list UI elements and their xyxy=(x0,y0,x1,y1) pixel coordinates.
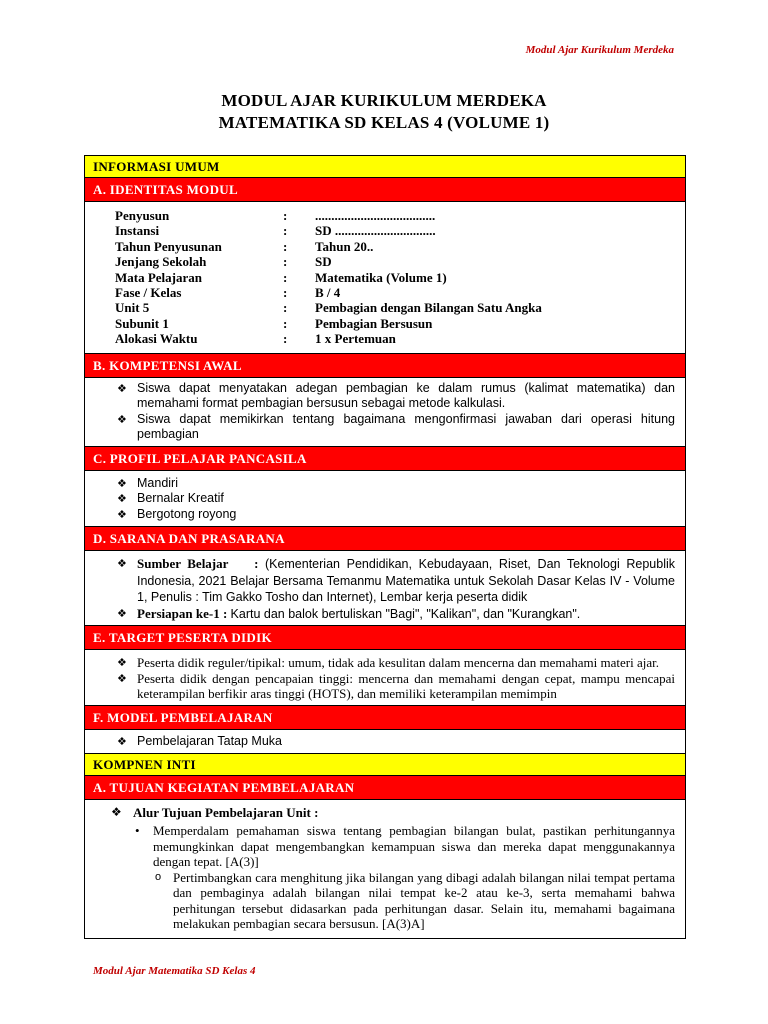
identitas-value: ..................................... xyxy=(315,208,436,223)
identitas-value: Matematika (Volume 1) xyxy=(315,269,447,285)
identitas-label: Unit 5 xyxy=(115,300,150,316)
identitas-value: 1 x Pertemuan xyxy=(315,331,396,347)
identitas-label: Jenjang Sekolah xyxy=(115,254,207,270)
target-body xyxy=(85,650,685,706)
identitas-colon: : xyxy=(283,208,288,223)
kompetensi-list xyxy=(85,378,685,446)
identitas-colon: : xyxy=(283,331,288,347)
identitas-label: Subunit 1 xyxy=(115,315,169,331)
list-item: ❖ Pembelajaran Tatap Muka xyxy=(117,734,675,750)
sarana-body xyxy=(85,551,685,626)
persiapan-text: Kartu dan balok bertuliskan "Bagi", "Kalikan", dan "Kurangkan". xyxy=(230,606,581,621)
list-item: ❖ Siswa dapat memikirkan tentang bagaimana mengonfirmasi jawaban dari operasi hitung pembagian xyxy=(117,412,675,443)
persiapan-label: Persiapan ke-1 : xyxy=(137,605,228,621)
identitas-label: Instansi xyxy=(115,223,160,239)
section-profil-heading: C. PROFIL PELAJAR PANCASILA xyxy=(85,447,685,471)
section-informasi-umum: INFORMASI UMUM xyxy=(85,156,685,178)
identitas-colon: : xyxy=(283,284,288,300)
sumber-belajar-label: Sumber Belajar xyxy=(137,556,229,572)
identitas-value: Pembagian Bersusun xyxy=(315,315,433,331)
title-line-2: MATEMATIKA SD KELAS 4 (VOLUME 1) xyxy=(218,113,550,132)
identitas-label: Tahun Penyusunan xyxy=(115,238,222,254)
section-sarana-heading: D. SARANA DAN PRASARANA xyxy=(85,527,685,551)
identitas-body xyxy=(85,202,685,354)
identitas-colon: : xyxy=(283,269,288,285)
sumber-belajar-colon: : xyxy=(254,556,259,572)
identitas-row xyxy=(115,316,685,331)
list-item: ❖ Bernalar Kreatif xyxy=(117,491,675,507)
identitas-row xyxy=(115,270,685,285)
list-item: ❖ Bergotong royong xyxy=(117,507,675,523)
identitas-colon: : xyxy=(283,300,288,316)
list-item xyxy=(117,606,675,623)
identitas-colon: : xyxy=(283,254,288,270)
list-item: ❖ Peserta didik dengan pencapaian tinggi: mencerna dan memahami dengan cepat, mampu mencapai keterampilan berfikir aras tinggi (HOTS), dan memiliki keterampilan memimpin xyxy=(117,671,675,702)
list-item: ❖ Siswa dapat menyatakan adegan pembagian ke dalam rumus (kalimat matematika) dan memahami format pembagian bersusun sebagai metode kalkulasi. xyxy=(117,381,675,412)
identitas-label: Alokasi Waktu xyxy=(115,331,198,347)
sarana-list xyxy=(85,551,685,625)
section-kompetensi-heading: B. KOMPETENSI AWAL xyxy=(85,354,685,378)
tujuan-sub-bullet: o Pertimbangkan cara menghitung jika bilangan yang dibagi adalah bilangan nilai tempat pertama dan pembaginya adalah bilangan nilai tempat ke-2 atau ke-3, serta memahami bahwa perhitungan tersebut didasarkan pada perhitungan dasar. Selain itu, memahami bagaimana melakukan pembagian secara bersusun. [A(3)A] xyxy=(111,870,675,932)
identitas-row xyxy=(115,331,685,346)
document-title xyxy=(0,90,768,134)
identitas-row xyxy=(115,223,685,238)
identitas-value: Tahun 20.. xyxy=(315,238,374,254)
identitas-row xyxy=(115,239,685,254)
identitas-colon: : xyxy=(283,315,288,331)
identitas-colon: : xyxy=(283,238,288,254)
identitas-value: Pembagian dengan Bilangan Satu Angka xyxy=(315,300,542,316)
page-header-note: Modul Ajar Kurikulum Merdeka xyxy=(525,44,674,56)
identitas-row xyxy=(115,208,685,223)
list-item xyxy=(117,556,675,606)
identitas-value: SD ............................... xyxy=(315,223,436,239)
identitas-label: Penyusun xyxy=(115,208,170,223)
title-line-1: MODUL AJAR KURIKULUM MERDEKA xyxy=(221,91,547,110)
sumber-belajar-text: (Kementerian Pendidikan, Kebudayaan, Riset, Dan Teknologi Republik Indonesia, 2021 Belajar Bersama Temanmu Matematika untuk Sekolah Dasar Kelas IV - Volume 1, Penulis : Tim Gakko Tosho dan Internet), Lembar kerja peserta didik xyxy=(137,557,676,605)
section-identitas-heading: A. IDENTITAS MODUL xyxy=(85,178,685,202)
tujuan-body xyxy=(85,800,685,938)
identitas-row xyxy=(115,254,685,269)
profil-list xyxy=(85,471,685,527)
profil-body xyxy=(85,471,685,528)
section-target-heading: E. TARGET PESERTA DIDIK xyxy=(85,626,685,650)
module-table xyxy=(84,155,686,939)
tujuan-bullet: • Memperdalam pemahaman siswa tentang pembagian bilangan bulat, pastikan perhitungannya memungkinkan dapat mengembangkan kemampuan siswa dan mereka dapat menggunakannya dengan tepat. [A(3)] xyxy=(111,823,675,870)
section-komponen-inti: KOMPNEN INTI xyxy=(85,754,685,776)
identitas-row xyxy=(115,300,685,315)
section-tujuan-heading: A. TUJUAN KEGIATAN PEMBELAJARAN xyxy=(85,776,685,800)
identitas-label: Fase / Kelas xyxy=(115,284,182,300)
page-footer-note: Modul Ajar Matematika SD Kelas 4 xyxy=(93,965,256,977)
identitas-value: SD xyxy=(315,254,332,270)
identitas-colon: : xyxy=(283,223,288,239)
identitas-value: B / 4 xyxy=(315,284,341,300)
list-item: ❖ Peserta didik reguler/tipikal: umum, tidak ada kesulitan dalam mencerna dan memahami materi ajar. xyxy=(117,655,675,671)
section-model-heading: F. MODEL PEMBELAJARAN xyxy=(85,706,685,730)
kompetensi-body xyxy=(85,378,685,447)
model-body xyxy=(85,730,685,755)
target-list xyxy=(85,650,685,705)
list-item: ❖ Mandiri xyxy=(117,476,675,492)
alur-tujuan-label: ❖ Alur Tujuan Pembelajaran Unit : xyxy=(111,804,675,821)
model-list xyxy=(85,730,685,754)
identitas-label: Mata Pelajaran xyxy=(115,269,203,285)
identitas-row xyxy=(115,285,685,300)
